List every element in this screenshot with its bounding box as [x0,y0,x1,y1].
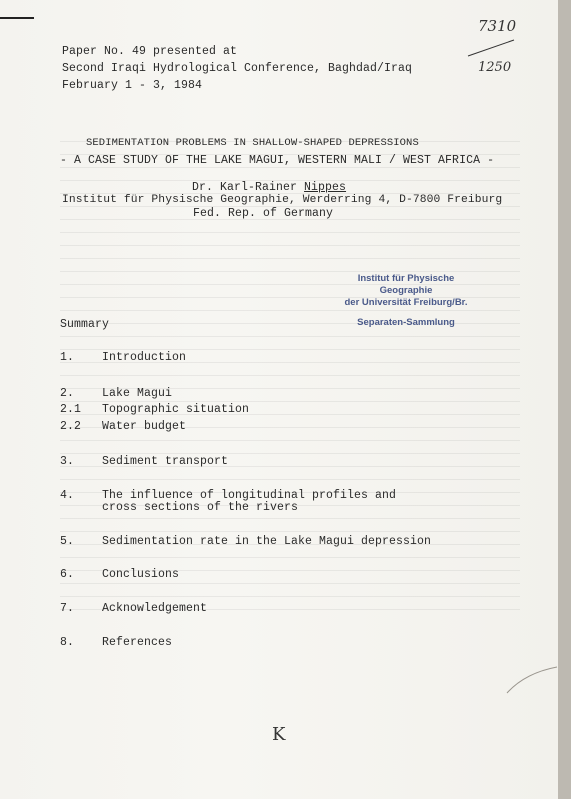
toc-text: Lake Magui [102,387,173,400]
toc-num: 2. [60,387,75,400]
handwritten-bottom-number: 1250 [478,60,512,75]
toc-num: 3. [60,455,75,468]
toc-num: 2.1 [60,403,82,416]
page-edge-shadow [558,0,571,799]
author-surname: Nippes [304,181,347,194]
paper-curl-mark [505,665,558,695]
toc-num: 1. [60,351,75,364]
stamp-line-1: Institut für Physische Geographie [357,273,455,296]
top-margin-mark [0,17,34,19]
toc-text: Acknowledgement [102,602,208,615]
toc-text: Conclusions [102,568,180,581]
header-line-1: Paper No. 49 presented at [62,45,238,58]
library-stamp [332,273,480,329]
header-line-2: Second Iraqi Hydrological Conference, Baghdad/Iraq [62,62,413,75]
toc-text: The influence of longitudinal profiles and [102,489,397,502]
toc-num: 2.2 [60,420,82,433]
summary-heading: Summary [60,318,110,331]
toc-text: Sediment transport [102,455,229,468]
toc-text: Water budget [102,420,187,433]
toc-num: 5. [60,535,75,548]
toc-text: Introduction [102,351,187,364]
toc-num: 4. [60,489,75,502]
author-country: Fed. Rep. of Germany [193,207,334,220]
toc-text: Topographic situation [102,403,250,416]
toc-text-continued: cross sections of the rivers [102,501,299,514]
stamp-line-3: Separaten-Sammlung [357,317,455,328]
toc-num: 8. [60,636,75,649]
toc-text: References [102,636,173,649]
header-line-3: February 1 - 3, 1984 [62,79,203,92]
author-institute: Institut für Physische Geographie, Werderring 4, D-7800 Freiburg [62,194,503,206]
handwritten-top-number: 7310 [478,17,517,35]
author-name-prefix: Dr. Karl-Rainer [192,181,305,194]
toc-num: 6. [60,568,75,581]
stamp-line-2: der Universität Freiburg/Br. [344,297,468,308]
handwritten-slash-mark [466,38,518,58]
title-line-1: SEDIMENTATION PROBLEMS IN SHALLOW-SHAPED DEPRESSIONS [86,137,419,149]
title-line-2: - A CASE STUDY OF THE LAKE MAGUI, WESTERN MALI / WEST AFRICA - [60,154,495,167]
toc-text: Sedimentation rate in the Lake Magui depression [102,535,432,548]
toc-num: 7. [60,602,75,615]
handwritten-initial: K [272,724,286,745]
author-name [192,181,346,194]
